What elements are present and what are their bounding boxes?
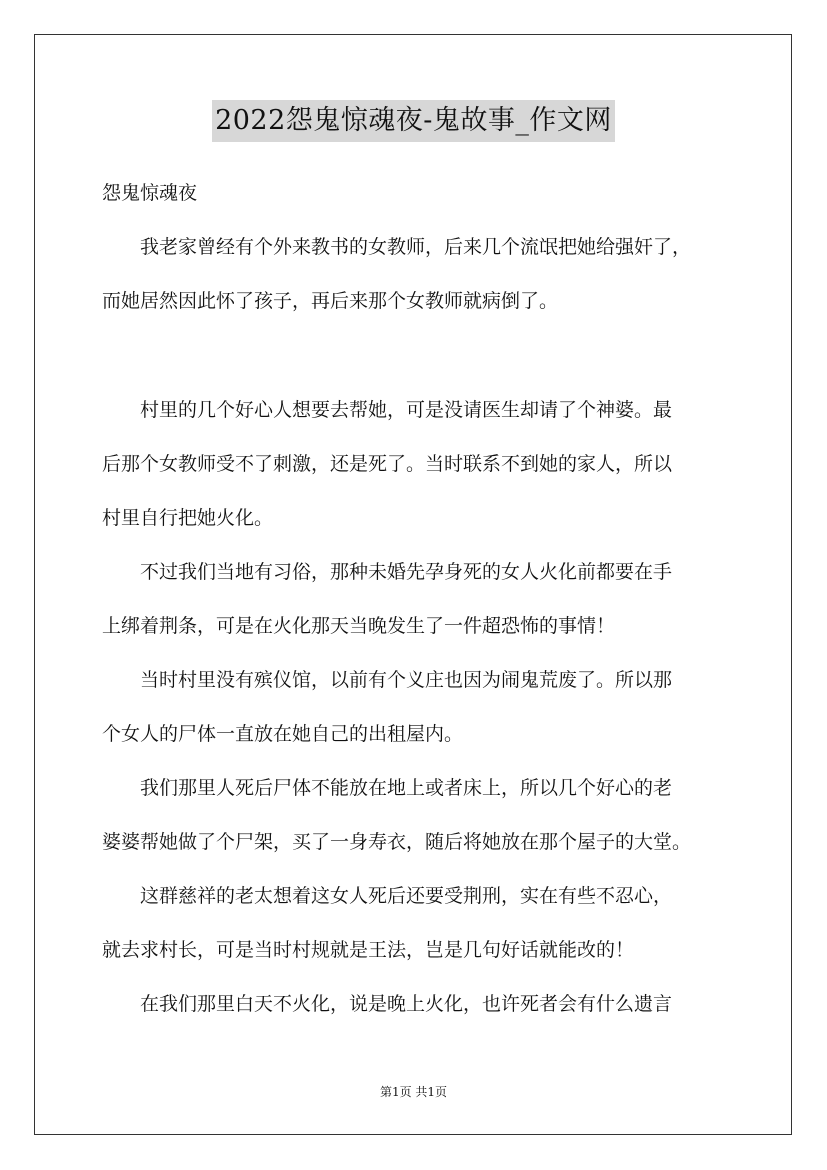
- text-line: 婆婆帮她做了个尸架，买了一身寿衣，随后将她放在那个屋子的大堂。: [102, 831, 692, 853]
- text-line: 我们那里人死后尸体不能放在地上或者床上，所以几个好心的老: [140, 777, 673, 799]
- text-line: 不过我们当地有习俗，那种未婚先孕身死的女人火化前都要在手: [140, 561, 673, 583]
- paragraph-3: [102, 545, 742, 1031]
- text-line: 当时村里没有殡仪馆，以前有个义庄也因为闹鬼荒废了。所以那: [140, 669, 673, 691]
- text-line: 就去求村长，可是当时村规就是王法，岂是几句好话就能改的！: [102, 939, 635, 961]
- story-subtitle: 怨鬼惊魂夜: [102, 182, 198, 204]
- page-footer: 第1页 共1页: [379, 1085, 448, 1099]
- text-line: 我老家曾经有个外来教书的女教师，后来几个流氓把她给强奸了，: [140, 236, 692, 258]
- paragraph-1: [102, 220, 742, 328]
- paragraph-2: [102, 383, 742, 545]
- text-line: 村里的几个好心人想要去帮她，可是没请医生却请了个神婆。最: [140, 399, 673, 421]
- title-container: [0, 100, 827, 142]
- text-line: 上绑着荆条，可是在火化那天当晚发生了一件超恐怖的事情！: [102, 615, 616, 637]
- text-line: 而她居然因此怀了孩子，再后来那个女教师就病倒了。: [102, 290, 559, 312]
- text-line: 在我们那里白天不火化，说是晚上火化，也许死者会有什么遗言: [140, 993, 673, 1015]
- text-line: 这群慈祥的老太想着这女人死后还要受荆刑，实在有些不忍心，: [140, 885, 673, 907]
- text-line: 村里自行把她火化。: [102, 507, 274, 529]
- document-title: 2022怨鬼惊魂夜-鬼故事_作文网: [212, 100, 615, 142]
- text-line: 后那个女教师受不了刺激，还是死了。当时联系不到她的家人，所以: [102, 453, 673, 475]
- text-line: 个女人的尸体一直放在她自己的出租屋内。: [102, 723, 464, 745]
